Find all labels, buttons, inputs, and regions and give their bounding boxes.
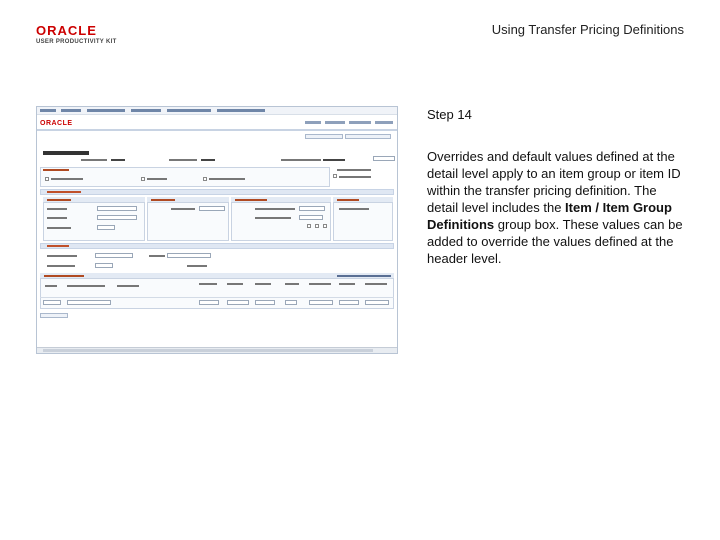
step-description <box>427 148 689 267</box>
screenshot-breadcrumb-bar <box>37 107 397 115</box>
application-screenshot <box>36 106 398 354</box>
step-title: Step 14 <box>427 107 472 122</box>
screenshot-oracle-logo: ORACLE <box>40 120 73 127</box>
oracle-upk-logo <box>36 24 126 47</box>
step-group-box-name: Item / Item Group Definitions <box>427 200 672 232</box>
logo-wordmark: ORACLE <box>36 23 97 38</box>
logo-subtitle: USER PRODUCTIVITY KIT <box>36 39 117 45</box>
screenshot-scrollbar <box>37 347 397 353</box>
step-text-part1: Overrides and default values defined at the detail level apply to an item group or item ID within the transfer pricing definition. The detail level includes the <box>427 149 681 215</box>
step-text-part2: group box. These values can be added to override the values defined at the header level. <box>427 217 683 266</box>
page-heading: Using Transfer Pricing Definitions <box>491 22 684 37</box>
